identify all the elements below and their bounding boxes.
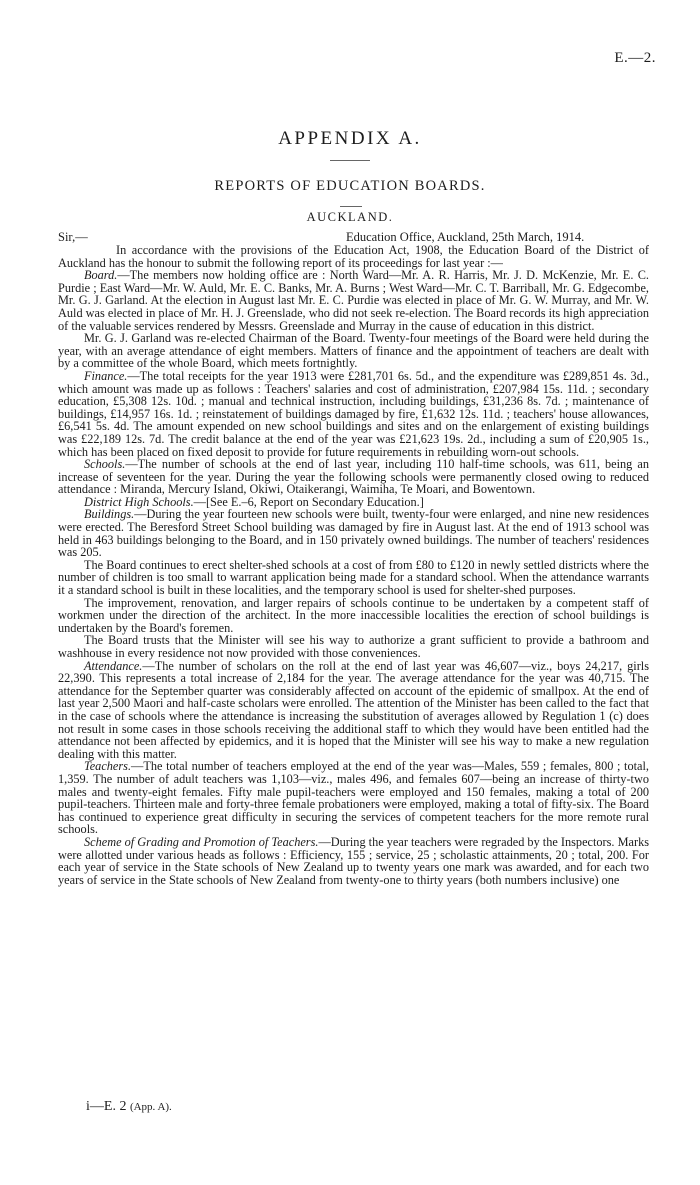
dateline: Education Office, Auckland, 25th March, 1914. [346,230,585,244]
title-rule [330,160,370,161]
paragraph [58,370,649,458]
paragraph-text: —[See E.–6, Report on Secondary Education.] [193,494,424,509]
page-reference: E.—2. [614,50,656,66]
document-subtitle: REPORTS OF EDUCATION BOARDS. [214,178,486,194]
paragraph-heading: Buildings. [84,507,135,522]
paragraph-text: —The number of scholars on the roll at the end of last year was 46,607—viz., boys 24,217, girls 22,390. This represents a total increase of 2,184 for the year. The average attendance for the year was 40,715. The attendance for the September quarter was considerably affected on account of the epidemic of smallpox. At the end of last year 2,500 Maori and half-caste scholars were enrolled. The attention of the Minister has been called to the fact that in the case of schools where the attendance is increasing the substitution of averages allowed by Regulation 1 (c) does not result in some cases in those schools receiving the additional staff to which they would have been entitled had the attendance not been affected by epidemics, and it is hoped that the Minister will see his way to make a new regulation dealing with this matter. [58,658,649,761]
signature-mark: i—E. 2 [86,1099,127,1114]
paragraph-text: —During the year teachers were regraded by the Inspectors. Marks were allotted under various heads as follows : Efficiency, 155 ; service, 25 ; scholastic attainments, 20 ; total, 200. For each year of service in the State schools of New Zealand up to twenty years one mark was awarded, and for each two years of service in the State schools of New Zealand from twenty-one to thirty years (both numbers inclusive) one [58,834,650,887]
paragraph [58,634,649,659]
region-heading: AUCKLAND. [306,210,394,224]
paragraph [58,269,649,332]
paragraph [58,760,649,836]
report-body [58,244,649,886]
salutation: Sir,— [58,230,88,244]
paragraph-heading: Schools. [84,457,126,472]
document-title: APPENDIX A. [278,128,422,149]
paragraph-text: The Board continues to erect shelter-shed schools at a cost of from £80 to £120 in newly settled districts where the number of children is too small to warrant application being made for a standard school. When the attendance warrants it a standard school is built in these localities, and the temporary school is used for shelter-shed purposes. [58,557,649,598]
paragraph-text: In accordance with the provisions of the Education Act, 1908, the Education Board of the District of Auckland has the honour to submit the following report of its proceedings for last year :— [58,243,649,270]
paragraph [58,559,649,597]
paragraph-text: —During the year fourteen new schools were built, twenty-four were enlarged, and nine new residences were erected. The Beresford Street School building was damaged by fire in August last. At the end of 1913 school was held in 463 buildings belonging to the Board, and in 150 privately owned buildings. The number of teachers' residences was 205. [58,507,649,560]
paragraph-heading: Finance. [84,368,128,383]
paragraph [58,244,649,269]
paragraph-heading: Board. [84,268,118,283]
paragraph-text: Mr. G. J. Garland was re-elected Chairman of the Board. Twenty-four meetings of the Board were held during the year, with an average attendance of eight members. Matters of finance and the appointment of teachers are dealt with by a committee of the whole Board, which meets fortnightly. [58,331,649,371]
paragraph-text: —The number of schools at the end of last year, including 110 half-time schools, was 611, being an increase of seventeen for the year. During the year the following schools were permanently closed owing to reduced attendance : Miranda, Mercury Island, Okiwi, Otaikerangi, Waimiha, Te Moari, and Bowentown. [58,457,649,497]
paragraph [58,508,649,558]
paragraph-text: —The total number of teachers employed at the end of the year was—Males, 559 ; females, 800 ; total, 1,359. The number of adult teachers was 1,103—viz., males 496, and females 607—being an increase of thirty-two males and twenty-eight females. Fifty male pupil-teachers were employed and 150 females, making a total of 200 pupil-teachers. Thirteen male and forty-three female probationers were employed, making a total of fifty-six. The Board has continued to experience great difficulty in securing the services of competent teachers for the more remote rural schools. [58,759,649,837]
paragraph [58,332,649,370]
paragraph-text: The improvement, renovation, and larger repairs of schools continue to be undertaken by a competent staff of workmen under the direction of the architect. In the more inaccessible localities the erection of school buildings is undertaken by the Board's foremen. [58,595,649,635]
paragraph-heading: Scheme of Grading and Promotion of Teachers. [84,834,319,849]
paragraph [58,836,649,886]
paragraph-text: —The members now holding office are : North Ward—Mr. A. R. Harris, Mr. J. D. McKenzie, Mr. E. C. Purdie ; East Ward—Mr. W. Auld, Mr. E. C. Banks, Mr. A. Burns ; West Ward—Mr. C. T. Barriball, Mr. G. Edgecombe, Mr. G. J. Garland. At the election in August last Mr. E. C. Purdie was elected in place of Mr. G. W. Murray, and Mr. W. Auld was elected in place of Mr. H. J. Greenslade, who did not seek re-election. The Board records its high appreciation of the valuable services rendered by Messrs. Greenslade and Murray in the cause of education in this district. [58,268,649,333]
paragraph [58,597,649,635]
subtitle-rule [340,206,362,207]
paragraph [58,660,649,761]
page-footer [86,1099,172,1115]
appendix-note: (App. A). [129,1101,172,1113]
paragraph-heading: District High Schools. [84,494,194,509]
paragraph-text: —The total receipts for the year 1913 were £281,701 6s. 5d., and the expenditure was £289,851 4s. 3d., which amount was made up as follows : Teachers' salaries and cost of administration, £207,984 15s. 11d. ; secondary education, £5,308 12s. 10d. ; manual and technical instruction, including buildings, £31,236 8s. 7d. ; maintenance of buildings, £14,957 16s. 1d. ; reinstatement of buildings damaged by fire, £1,632 12s. 11d. ; teachers' house allowances, £6,541 5s. 4d. The amount expended on new school buildings and sites and on the enlargement of existing buildings was £22,189 12s. 7d. The credit balance at the end of the year was £21,623 19s. 2d., including a sum of £20,905 1s., which has been placed on fixed deposit to provide for future requirements in rebuilding worn-out schools. [58,368,649,459]
paragraph [58,458,649,496]
paragraph-heading: Teachers. [84,759,132,774]
paragraph-text: The Board trusts that the Minister will see his way to authorize a grant sufficient to provide a bathroom and washhouse in every residence not now provided with those conveniences. [58,633,649,660]
paragraph-heading: Attendance. [84,658,143,673]
